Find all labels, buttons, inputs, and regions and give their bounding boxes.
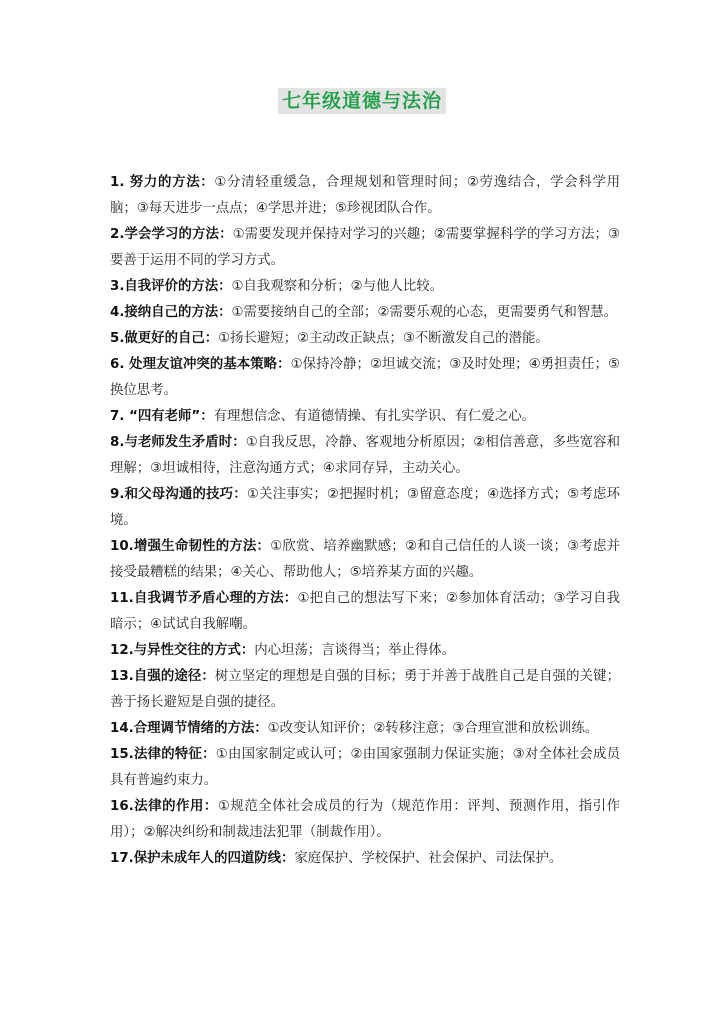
item-label: 7. “四有老师”：: [110, 409, 214, 424]
item-text: ①自我反思，冷静、客观地分析原因；②相信善意，多些宽容和理解；③坦诚相待，注意沟通方式；④求同存异，主动关心。: [110, 435, 621, 476]
list-item: [110, 638, 620, 664]
item-label: 8.与老师发生矛盾时：: [110, 435, 246, 450]
item-label: 11.自我调节矛盾心理的方法：: [110, 591, 298, 606]
item-text: ①欣赏、培养幽默感；②和自己信任的人谈一谈；③考虑并接受最糟糕的结果；④关心、帮助他人；⑤培养某方面的兴趣。: [110, 539, 620, 580]
item-label: 6. 处理友谊冲突的基本策略：: [110, 357, 291, 372]
list-item: [110, 586, 620, 638]
list-item: [110, 482, 620, 534]
item-text: ①分清轻重缓急，合理规划和管理时间；②劳逸结合，学会科学用脑；③每天进步一点点；④学思并进；⑤珍视团队合作。: [110, 175, 620, 216]
list-item: [110, 794, 620, 846]
item-text: ①自我观察和分析；②与他人比较。: [231, 279, 444, 294]
item-text: ①关注事实；②把握时机；③留意态度；④选择方式；⑤考虑环境。: [110, 487, 620, 528]
item-text: 树立坚定的理想是自强的目标；勇于并善于战胜自己是自强的关键；善于扬长避短是自强的捷径。: [110, 669, 620, 710]
item-label: 9.和父母沟通的技巧：: [110, 487, 247, 502]
list-item: [110, 352, 620, 404]
item-label: 10.增强生命韧性的方法：: [110, 539, 271, 554]
item-label: 3.自我评价的方法：: [110, 279, 232, 294]
list-item: [110, 274, 620, 300]
list-item: [110, 742, 620, 794]
list-item: [110, 846, 620, 872]
item-label: 5.做更好的自己：: [110, 331, 219, 346]
item-label: 17.保护未成年人的四道防线：: [110, 851, 295, 866]
list-item: [110, 534, 620, 586]
item-text: ①扬长避短；②主动改正缺点；③不断激发自己的潜能。: [218, 331, 549, 346]
item-label: 16.法律的作用：: [110, 799, 218, 814]
item-text: 内心坦荡；言谈得当；举止得体。: [254, 643, 456, 658]
item-text: ①保持冷静；②坦诚交流；③及时处理；④勇担责任；⑤换位思考。: [110, 357, 620, 398]
item-label: 13.自强的途径：: [110, 669, 215, 684]
item-text: ①需要接纳自己的全部；②需要乐观的心态，更需要勇气和智慧。: [231, 305, 618, 320]
document-body: [110, 170, 620, 872]
item-text: ①由国家制定或认可；②由国家强制力保证实施；③对全体社会成员具有普遍约束力。: [110, 747, 620, 788]
item-text: 家庭保护、学校保护、社会保护、司法保护。: [294, 851, 563, 866]
list-item: [110, 404, 620, 430]
item-label: 4.接纳自己的方法：: [110, 305, 232, 320]
item-label: 14.合理调节情绪的方法：: [110, 721, 268, 736]
item-label: 12.与异性交往的方式：: [110, 643, 255, 658]
item-text: ①需要发现并保持对学习的兴趣；②需要掌握科学的学习方法；③要善于运用不同的学习方式。: [110, 227, 620, 268]
item-text: ①把自己的想法写下来；②参加体育活动；③学习自我暗示；④试试自我解嘲。: [110, 591, 620, 632]
list-item: [110, 430, 620, 482]
list-item: [110, 716, 620, 742]
title-wrapper: [0, 88, 724, 114]
document-title: 七年级道德与法治: [278, 88, 446, 114]
item-label: 2.学会学习的方法：: [110, 227, 233, 242]
list-item: [110, 170, 620, 222]
list-item: [110, 222, 620, 274]
item-text: 有理想信念、有道德情操、有扎实学识、有仁爱之心。: [213, 409, 535, 424]
item-text: ①规范全体社会成员的行为（规范作用：评判、预测作用，指引作用）；②解决纠纷和制裁违法犯罪（制裁作用）。: [110, 799, 620, 840]
list-item: [110, 300, 620, 326]
list-item: [110, 326, 620, 352]
list-item: [110, 664, 620, 716]
item-label: 15.法律的特征：: [110, 747, 216, 762]
item-text: ①改变认知评价；②转移注意；③合理宣泄和放松训练。: [267, 721, 599, 736]
item-label: 1. 努力的方法：: [110, 175, 215, 190]
